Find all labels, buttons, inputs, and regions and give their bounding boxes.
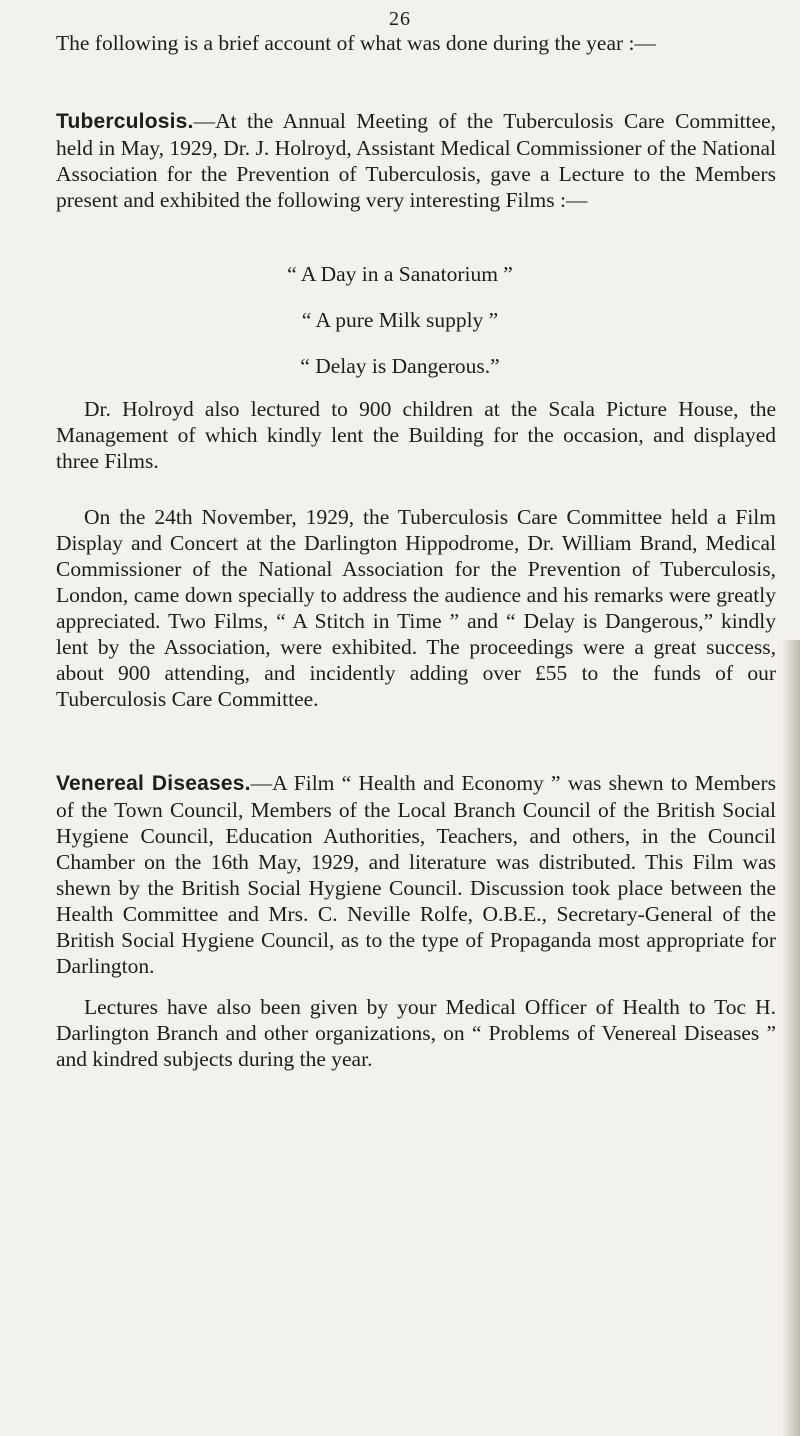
venereal-paragraph xyxy=(56,770,776,979)
intro-paragraph: The following is a brief account of what was done during the year :— xyxy=(56,31,657,55)
film-title: “ A Day in a Sanatorium ” xyxy=(287,262,513,286)
holroyd-paragraph: Dr. Holroyd also lectured to 900 children at the Scala Picture House, the Management of which kindly lent the Building for the occasion, and displayed three Films. xyxy=(56,397,776,473)
page-edge-shadow xyxy=(782,640,800,1436)
november-paragraph: On the 24th November, 1929, the Tuberculosis Care Committee held a Film Display and Concert at the Darlington Hippodrome, Dr. William Brand, Medical Commissioner of the National Association for the Prevention of Tuberculosis, London, came down specially to address the audience and his remarks were greatly appreciated. Two Films, “ A Stitch in Time ” and “ Delay is Dangerous,” kindly lent by the Association, were exhibited. The proceedings were a great success, about 900 attending, and incidently adding over £55 to the funds of our Tuberculosis Care Committee. xyxy=(56,505,776,711)
film-title: “ A pure Milk supply ” xyxy=(301,308,499,332)
page-number: 26 xyxy=(389,8,411,30)
tuberculosis-heading: Tuberculosis. xyxy=(56,110,194,133)
venereal-text: —A Film “ Health and Economy ” was shewn to Members of the Town Council, Members of the Local Branch Council of the British Social Hygiene Council, Education Authorities, Teachers, and others, in the Council Chamber on the 16th May, 1929, and literature was distributed. This Film was shewn by the British Social Hygiene Council. Discussion took place between the Health Committee and Mrs. C. Neville Rolfe, O.B.E., Secretary-General of the British Social Hygiene Council, as to the type of Propaganda most appropriate for Darlington. xyxy=(56,771,776,978)
lectures-paragraph: Lectures have also been given by your Medical Officer of Health to Toc H. Darlington Branch and other organizations, on “ Problems of Venereal Diseases ” and kindred subjects during the year. xyxy=(56,995,776,1071)
tuberculosis-paragraph xyxy=(56,108,776,213)
venereal-heading: Venereal Diseases. xyxy=(56,772,251,795)
tuberculosis-text: —At the Annual Meeting of the Tuberculosis Care Committee, held in May, 1929, Dr. J. Holroyd, Assistant Medical Commissioner of the National Association for the Prevention of Tuberculosis, gave a Lecture to the Members present and exhibited the following very interesting Films :— xyxy=(56,109,776,212)
film-title: “ Delay is Dangerous.” xyxy=(300,354,500,378)
